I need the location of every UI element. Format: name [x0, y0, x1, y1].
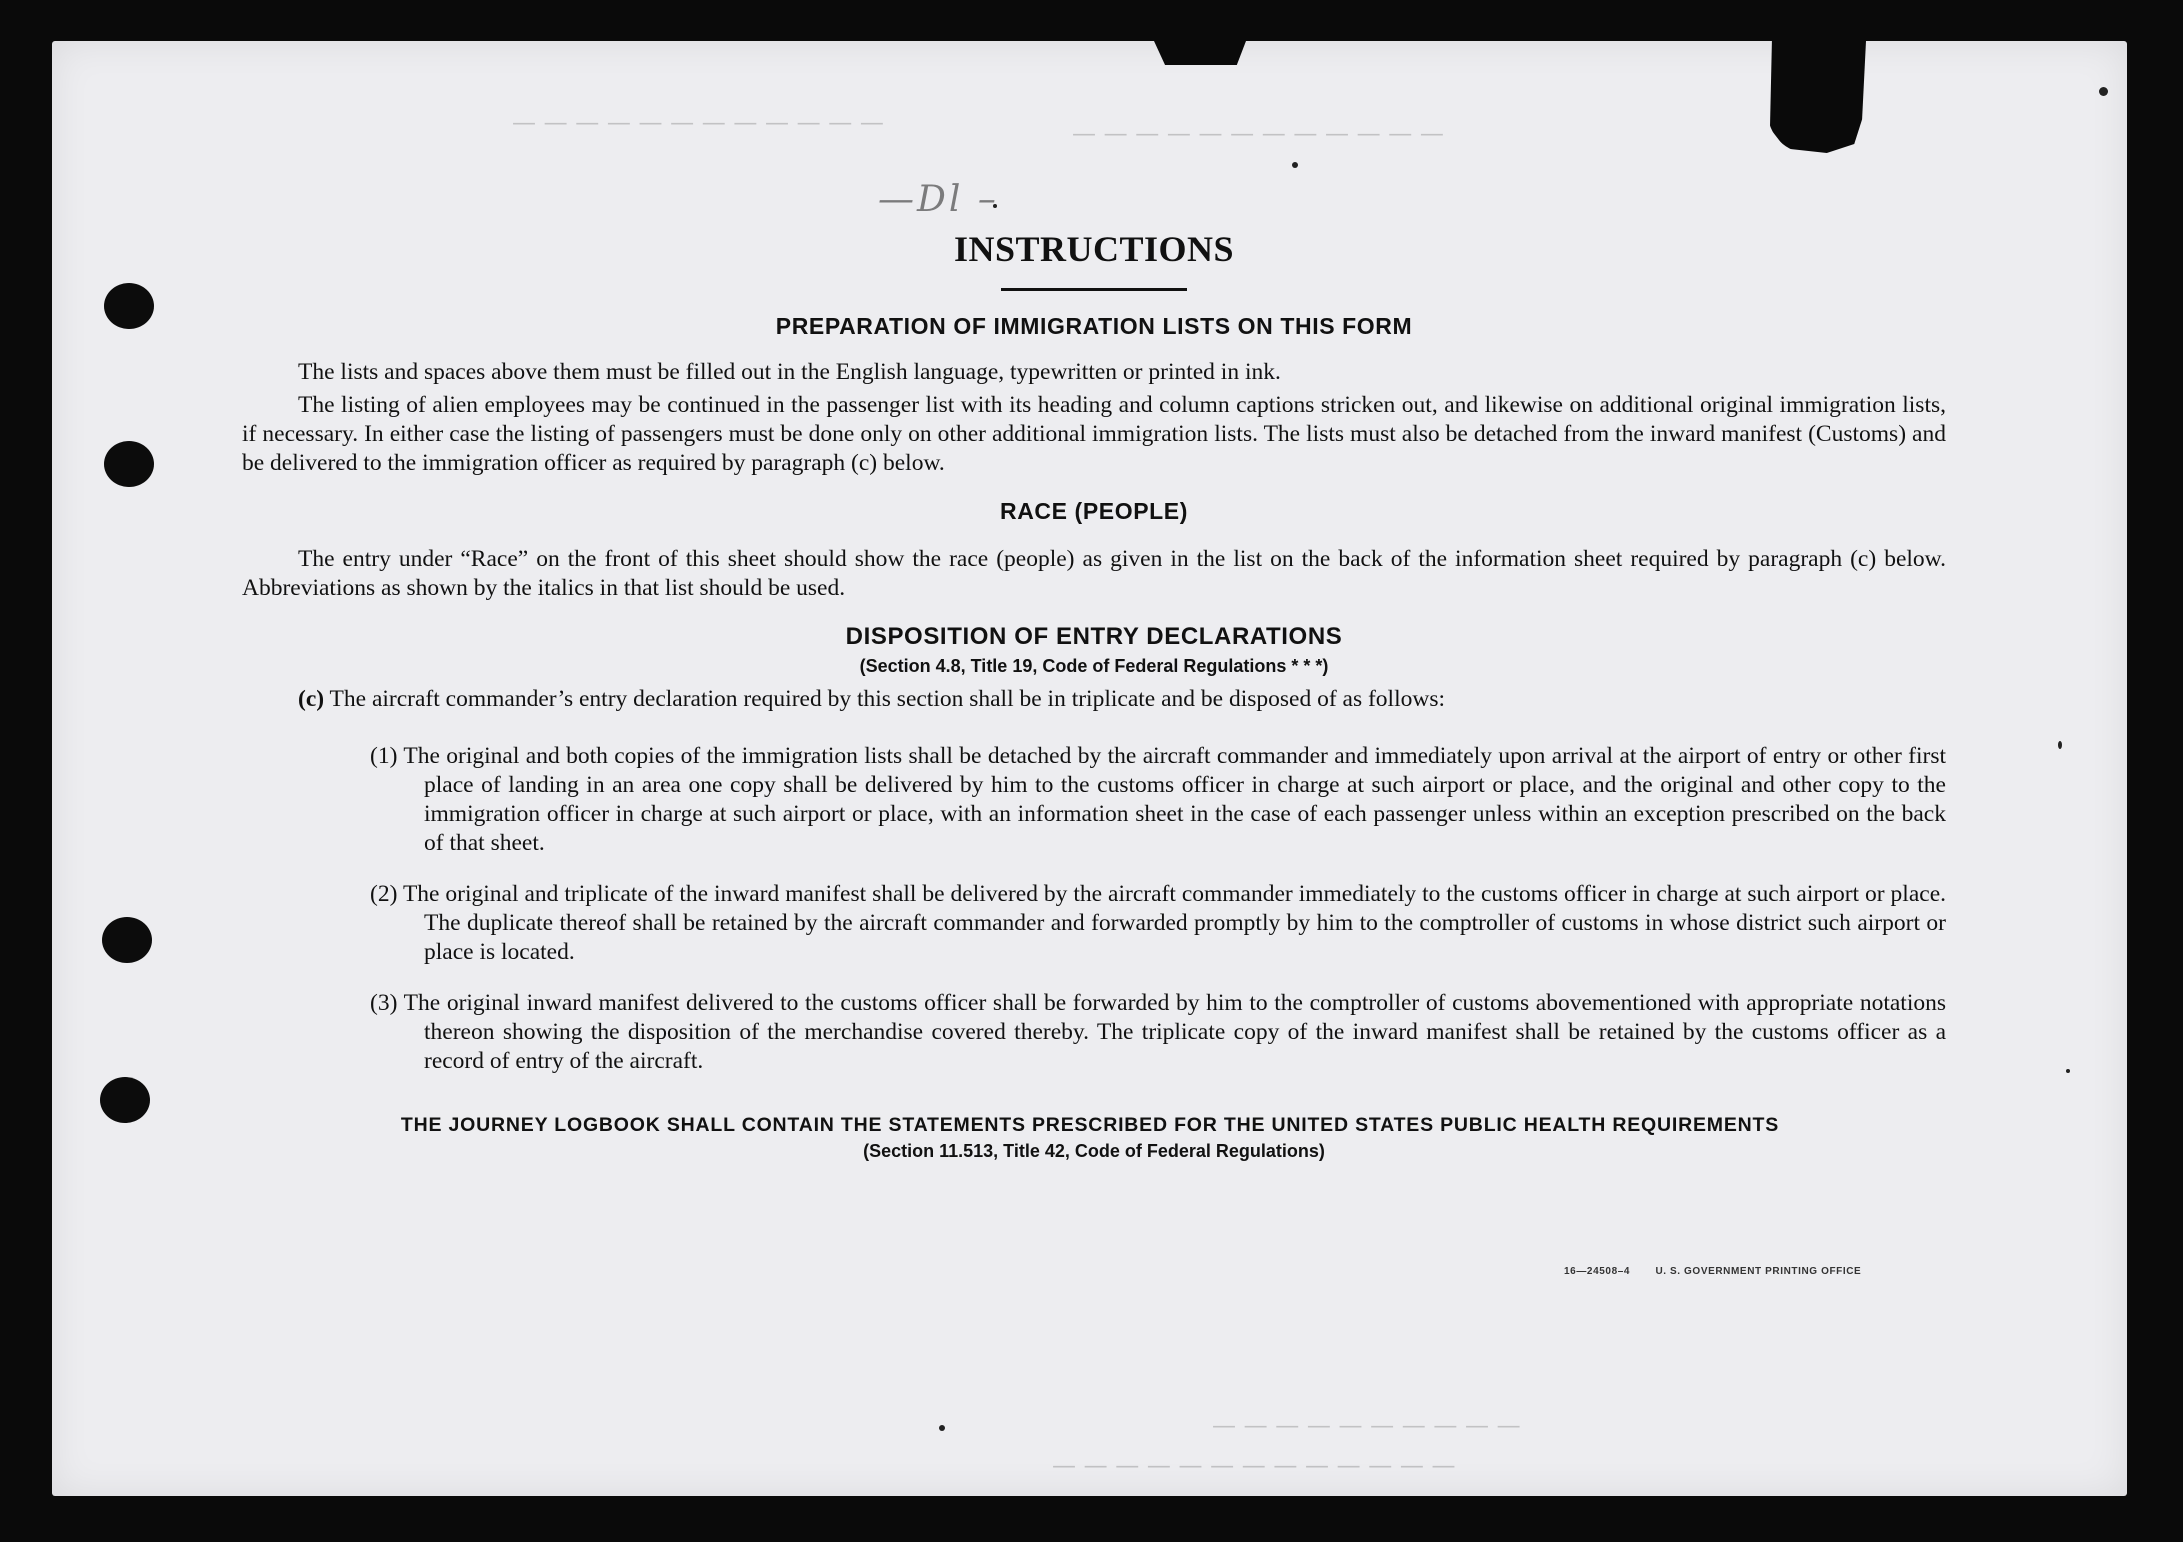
section-heading-race: RACE (PEOPLE): [1000, 498, 1188, 524]
list-item: [242, 880, 1946, 967]
page-title: INSTRUCTIONS: [953, 229, 1235, 269]
scan-speck: [939, 1425, 945, 1431]
punch-hole: [104, 441, 154, 487]
bleed-through-text: — — — — — — — — — — — — —: [1052, 1451, 1456, 1479]
footer-statement: THE JOURNEY LOGBOOK SHALL CONTAIN THE STATEMENTS PRESCRIBED FOR THE UNITED STATES PUBLIC HEALTH REQUIREMENTS: [400, 1114, 1780, 1136]
list-item: [242, 742, 1946, 858]
item-text: The original inward manifest delivered to the customs officer shall be forwarded by him to the comptroller of customs abovementioned with appropriate notations thereon showing the disposition of the merchandise covered thereby. The triplicate copy of the inward manifest shall be retained by the customs officer as a record of entry of the aircraft.: [403, 990, 1947, 1074]
torn-corner: [1768, 41, 1866, 153]
bleed-through-text: — — — — — — — — — — — —: [1072, 119, 1444, 147]
page-notch: [1154, 41, 1246, 65]
handwritten-mark: —Dl –: [878, 179, 999, 220]
title-underline: [1001, 288, 1187, 291]
preparation-paragraph: The lists and spaces above them must be filled out in the English language, typewritten or printed in ink.: [298, 359, 1281, 385]
paragraph-c-label: (c): [298, 686, 325, 712]
race-paragraph: The entry under “Race” on the front of this sheet should show the race (people) as given in the list on the back of the information sheet required by paragraph (c) below. Abbreviations as shown by the italics in that list should be used.: [242, 546, 1946, 601]
punch-hole: [104, 283, 154, 329]
form-number: 16—24508–4: [1564, 1266, 1631, 1277]
paragraph-c-text: The aircraft commander’s entry declaration required by this section shall be in triplicate and be disposed of as follows:: [329, 686, 1446, 712]
item-text: The original and both copies of the immigration lists shall be detached by the aircraft commander and immediately upon arrival at the airport of entry or other first place of landing in an area one copy shall be delivered by him to the customs officer in charge at such airport or place, and the original and other copy to the immigration officer in charge at such airport or place, with an information sheet in the case of each passenger unless within an exception prescribed on the back of that sheet.: [403, 743, 1947, 856]
item-text: The original and triplicate of the inward manifest shall be delivered by the aircraft commander immediately to the customs officer in charge at such airport or place. The duplicate thereof shall be retained by the aircraft commander and forwarded promptly by him to the comptroller of customs in whose district such airport or place is located.: [402, 881, 1946, 965]
item-label: (2): [370, 881, 398, 907]
section-heading-preparation: PREPARATION OF IMMIGRATION LISTS ON THIS FORM: [775, 313, 1413, 339]
item-label: (3): [370, 990, 398, 1016]
punch-hole: [100, 1077, 150, 1123]
bleed-through-text: — — — — — — — — — — — —: [512, 108, 884, 136]
item-label: (1): [370, 743, 398, 769]
section-heading-disposition: DISPOSITION OF ENTRY DECLARATIONS: [845, 623, 1343, 650]
instructions-content: [242, 220, 1946, 1162]
scan-speck: [2058, 741, 2062, 749]
printer-name: U. S. GOVERNMENT PRINTING OFFICE: [1655, 1266, 1862, 1277]
scan-speck: [2066, 1069, 2070, 1073]
preparation-paragraph: The listing of alien employees may be continued in the passenger list with its heading and column captions stricken out, and likewise on additional original immigration lists, if necessary. In either case the listing of passengers must be done only on other additional immigration lists. The lists must also be detached from the inward manifest (Customs) and be delivered to the immigration officer as required by paragraph (c) below.: [242, 392, 1946, 476]
punch-hole: [102, 917, 152, 963]
list-item: [242, 989, 1946, 1076]
bleed-through-text: — — — — — — — — — —: [1212, 1411, 1521, 1439]
printer-mark: [1564, 1266, 1861, 1277]
scan-speck: [1292, 162, 1298, 168]
footer-citation: (Section 11.513, Title 42, Code of Federal Regulations): [863, 1141, 1325, 1161]
disposition-citation: (Section 4.8, Title 19, Code of Federal Regulations * * *): [859, 656, 1329, 676]
scan-speck: [2099, 87, 2108, 96]
paragraph-c: [242, 685, 1946, 714]
